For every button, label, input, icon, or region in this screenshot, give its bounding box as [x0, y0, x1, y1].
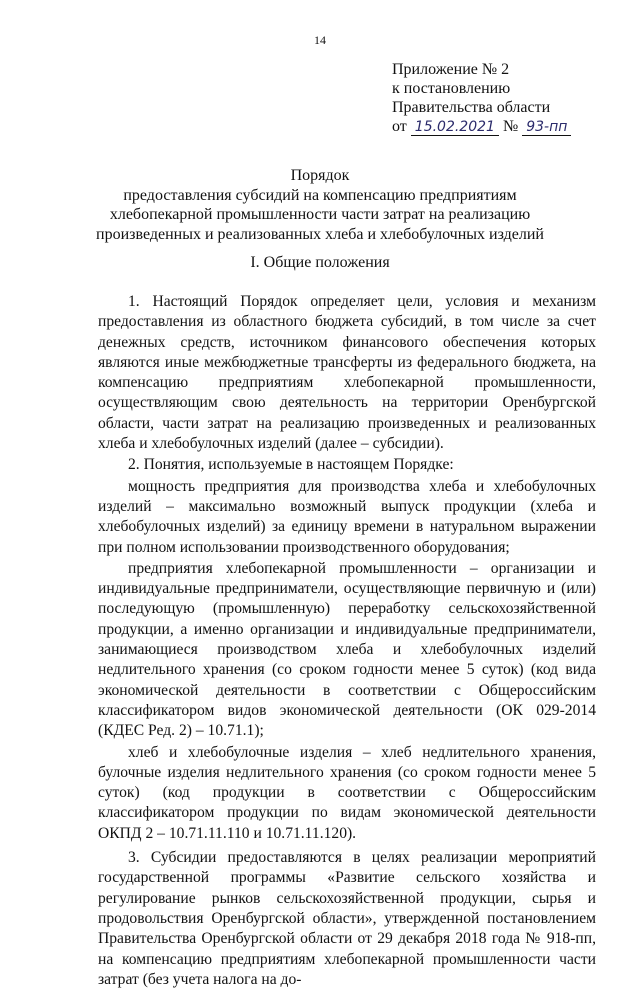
handwritten-date: 15.02.2021	[411, 119, 499, 136]
number-prefix: №	[502, 118, 519, 135]
title-line-4: произведенных и реализованных хлеба и хлебобулочных изделий	[96, 225, 544, 243]
appendix-block	[392, 60, 571, 137]
paragraph-6: 3. Субсидии предоставляются в целях реализации мероприятий государственной программы «Развитие сельского хозяйства и регулирование рынков сельскохозяйственной продукции, сырья и продовольствия Оренбургской области», утвержденной постановлением Правительства Оренбургской области от 29 декабря 2018 года № 918-пп, на компенсацию предприятиям хлебопекарной промышленности части затрат (без учета налога на до-	[98, 849, 596, 988]
title-line-1: Порядок	[290, 167, 350, 184]
paragraph-5: хлеб и хлебобулочные изделия – хлеб недлительного хранения, булочные изделия недлительного хранения (со сроком годности менее 5 суток) (код продукции в соответствии с Общероссийским классификатором продукции по видам экономической деятельности ОКПД 2 – 10.71.11.110 и 10.71.11.120).	[98, 743, 596, 842]
handwritten-number: 93-пп	[522, 119, 571, 136]
appendix-line-2: к постановлению	[392, 80, 511, 97]
title-line-3: хлебопекарной промышленности части затрат на реализацию	[109, 206, 531, 223]
appendix-line-3: Правительства области	[392, 99, 551, 116]
paragraph-2: 2. Понятия, используемые в настоящем Порядке:	[128, 456, 454, 474]
title-line-2: предоставления субсидий на компенсацию предприятиям	[123, 186, 517, 204]
appendix-date-line	[392, 117, 571, 137]
paragraph-4: предприятия хлебопекарной промышленности – организации и индивидуальные предприниматели, осуществляющие первичную и (или) последующую (промышленную) переработку сельскохозяйственной продукции, а именно организации и индивидуальные предприниматели, занимающиеся производством хлеба и хлебобулочных изделий недлительного хранения (со сроком годности менее 5 суток) (код вида экономической деятельности в соответствии с Общероссийским классификатором видов экономической деятельности (ОК 029-2014 (КДЕС Ред. 2) – 10.71.1);	[98, 559, 596, 740]
section-heading: I. Общие положения	[250, 254, 390, 271]
paragraph-1: 1. Настоящий Порядок определяет цели, условия и механизм предоставления из областного бюджета субсидий, в том числе за счет денежных средств, источником финансового обеспечения которых являются иные межбюджетные трансферты из федерального бюджета, на компенсацию предприятиям хлебопекарной промышленности, осуществляющим свою деятельность на территории Оренбургской области, части затрат на реализацию произведенных и реализованных хлеба и хлебобулочных изделий (далее – субсидии).	[98, 293, 596, 453]
document-title	[0, 166, 640, 244]
page-number: 14	[314, 33, 326, 47]
paragraph-3: мощность предприятия для производства хлеба и хлебобулочных изделий – максимально возможный выпуск продукции (хлеба и хлебобулочных изделий) за единицу времени в натуральном выражении при полном использовании производственного оборудования;	[98, 477, 596, 556]
date-prefix: от	[392, 118, 407, 135]
appendix-line-1: Приложение № 2	[392, 61, 510, 78]
body-text	[98, 292, 596, 990]
